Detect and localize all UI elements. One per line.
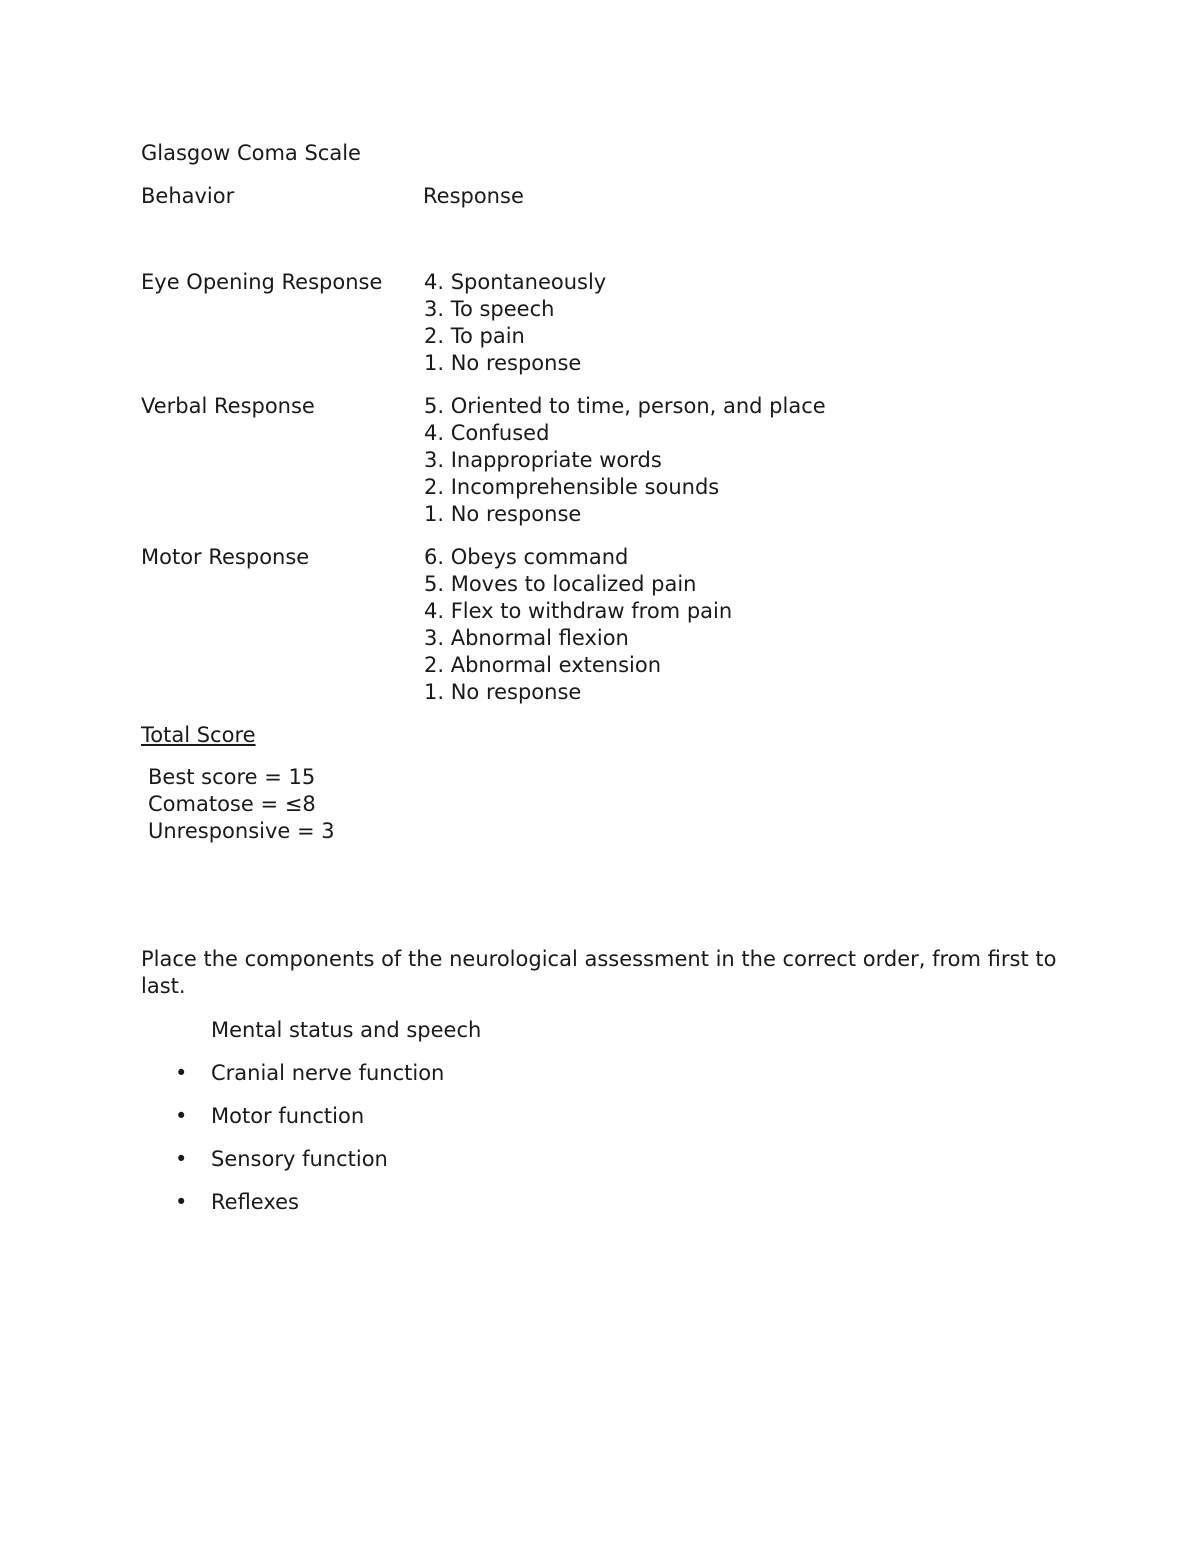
bullet-icon: • (175, 1190, 188, 1214)
response-item: 2. Incomprehensible sounds (424, 475, 720, 499)
step-text: Mental status and speech (211, 1018, 482, 1042)
bullet-icon: • (175, 1061, 188, 1085)
total-score-heading: Total Score (141, 723, 256, 747)
bullet-icon: • (175, 1104, 188, 1128)
step-text: Reflexes (211, 1190, 299, 1214)
total-score-list (148, 764, 335, 845)
eye-opening-responses (424, 269, 606, 377)
response-item: 3. To speech (424, 297, 555, 321)
behavior-verbal: Verbal Response (141, 394, 315, 418)
document-title: Glasgow Coma Scale (141, 141, 361, 165)
total-score-item: Best score = 15 (148, 765, 316, 789)
motor-responses (424, 544, 732, 706)
response-item: 1. No response (424, 680, 582, 704)
verbal-responses (424, 393, 826, 528)
response-item: 4. Confused (424, 421, 550, 445)
response-item: 3. Inappropriate words (424, 448, 662, 472)
step-text: Motor function (211, 1104, 365, 1128)
total-score-item: Unresponsive = 3 (148, 819, 335, 843)
bullet-icon: • (175, 1147, 188, 1171)
response-item: 5. Moves to localized pain (424, 572, 697, 596)
total-score-item: Comatose = ≤8 (148, 792, 316, 816)
column-header-response: Response (423, 184, 524, 208)
response-item: 4. Flex to withdraw from pain (424, 599, 733, 623)
response-item: 3. Abnormal flexion (424, 626, 629, 650)
step-text: Cranial nerve function (211, 1061, 445, 1085)
behavior-eye-opening: Eye Opening Response (141, 270, 383, 294)
assessment-question: Place the components of the neurological assessment in the correct order, from first to last. (141, 947, 1057, 998)
response-item: 2. To pain (424, 324, 525, 348)
step-text: Sensory function (211, 1147, 388, 1171)
response-item: 1. No response (424, 351, 582, 375)
response-item: 2. Abnormal extension (424, 653, 662, 677)
response-item: 5. Oriented to time, person, and place (424, 394, 826, 418)
behavior-motor: Motor Response (141, 545, 310, 569)
response-item: 6. Obeys command (424, 545, 629, 569)
response-item: 1. No response (424, 502, 582, 526)
response-item: 4. Spontaneously (424, 270, 607, 294)
column-header-behavior: Behavior (141, 184, 235, 208)
